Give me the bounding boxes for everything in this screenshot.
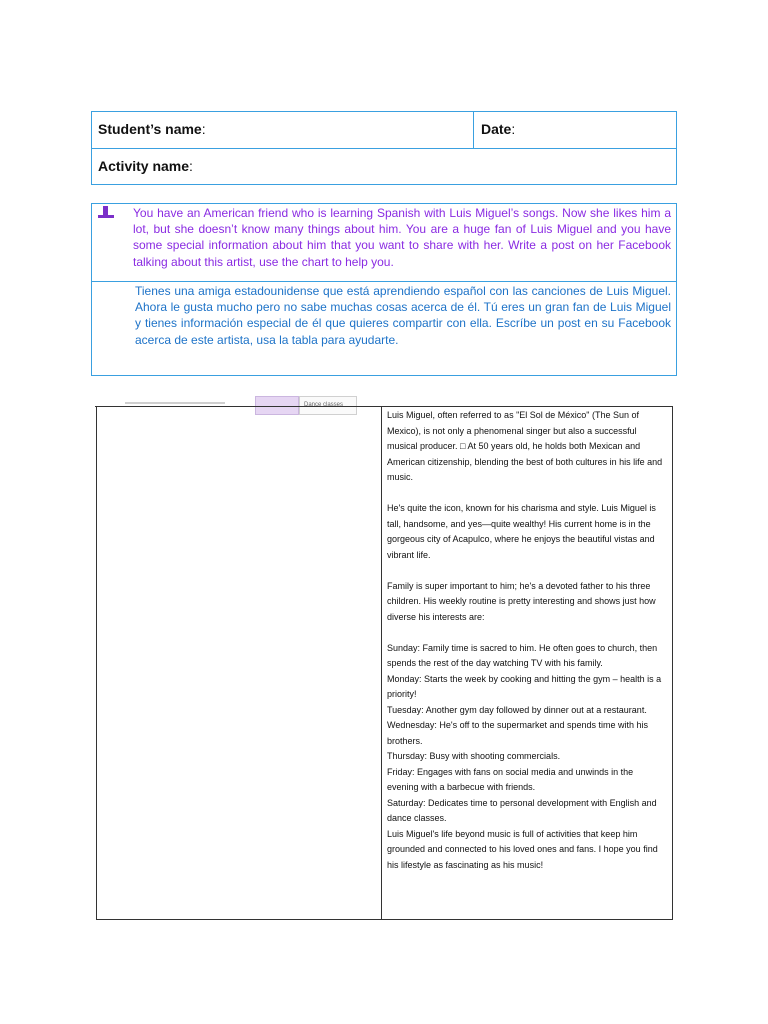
activity-name-colon: :	[189, 158, 193, 174]
date-field[interactable]	[481, 121, 515, 137]
activity-name-field[interactable]	[98, 158, 193, 174]
english-instructions: You have an American friend who is learning Spanish with Luis Miguel’s songs. Now she likes him a lot, but she doesn’t know many things about him. You are a huge fan of Luis Miguel and you have some special information about him that you want to share with her. Write a post on her Facebook talking about this artist, use the chart to help you.	[133, 206, 671, 269]
flag-icon	[98, 206, 114, 218]
artist-bio	[387, 408, 667, 873]
cropped-dance-text: Dance classes	[304, 402, 344, 408]
instructions-divider	[92, 281, 676, 282]
schedule-thursday: Thursday: Busy with shooting commercials.	[387, 751, 561, 761]
student-name-colon: :	[201, 121, 206, 137]
schedule-saturday: Saturday: Dedicates time to personal development with English and dance classes.	[387, 797, 657, 823]
date-label: Date	[481, 121, 512, 137]
instructions-box	[91, 203, 677, 376]
cropped-table-strip	[125, 402, 225, 404]
schedule-monday: Monday: Starts the week by cooking and hitting the gym – health is a priority!	[387, 673, 662, 699]
schedule-sunday: Sunday: Family time is sacred to him. He often goes to church, then spends the rest of the day watching TV with his family.	[387, 642, 658, 668]
header-column-divider	[473, 112, 474, 149]
bio-closing: Luis Miguel's life beyond music is full of activities that keep him grounded and connected to his loved ones and fans. I hope you find his lifestyle as fascinating as his music!	[387, 828, 658, 870]
table-corner-tick	[95, 406, 103, 407]
schedule-friday: Friday: Engages with fans on social media and unwinds in the evening with a barbecue with friends.	[387, 766, 634, 792]
bio-intro: Luis Miguel, often referred to as "El Sol de México" (The Sun of Mexico), is not only a phenomenal singer but also a successful musical producer. □ At 50 years old, he holds both Mexican and American citizenship, blending the best of both cultures in his life and music.	[387, 410, 663, 482]
schedule-tuesday: Tuesday: Another gym day followed by dinner out at a restaurant.	[387, 704, 647, 715]
header-table	[91, 111, 677, 185]
schedule-wednesday: Wednesday: He's off to the supermarket and spends time with his brothers.	[387, 720, 649, 746]
date-colon: :	[511, 121, 516, 137]
bio-family-paragraph: Family is super important to him; he's a devoted father to his three children. His weekly routine is pretty interesting and shows just how diverse his interests are:	[387, 580, 656, 622]
student-name-field[interactable]	[98, 121, 206, 137]
bio-icon-paragraph: He's quite the icon, known for his charisma and style. Luis Miguel is tall, handsome, and yes—quite wealthy! His current home is in the gorgeous city of Acapulco, where he enjoys the beautiful vistas and vibrant life.	[387, 503, 656, 560]
content-column-divider	[381, 407, 382, 919]
spanish-instructions: Tienes una amiga estadounidense que está aprendiendo español con las canciones de Luis Miguel. Ahora le gusta mucho pero no sabe muchas cosas acerca de él. Tú eres un gran fan de Luis Miguel y tienes información especial de él que quieres compartir con ella. Escríbe un post en su Facebook acerca de este artista, usa la tabla para ayudarte.	[135, 284, 671, 347]
student-name-label: Student’s name	[98, 121, 202, 137]
activity-name-label: Activity name	[98, 158, 190, 174]
